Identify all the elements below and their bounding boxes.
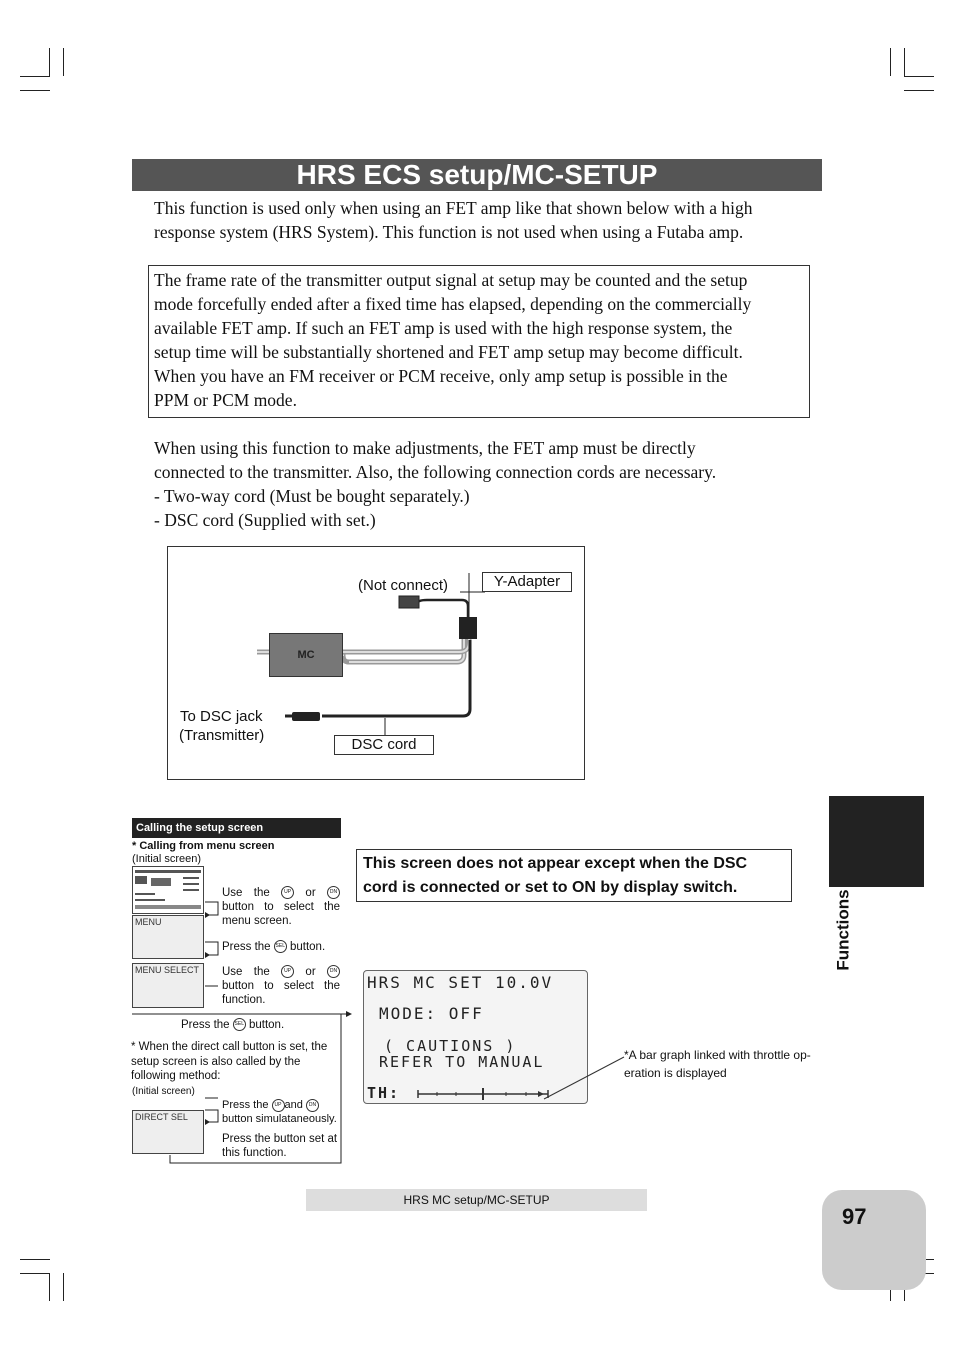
lcd-line-1: HRS MC SET 10.0V — [367, 973, 554, 992]
up-button-icon: UP — [281, 886, 294, 899]
footer-label: HRS MC setup/MC-SETUP — [306, 1189, 647, 1211]
step-4: Press the SEL button. — [181, 1019, 285, 1031]
dsc-jack-label: To DSC jack (Transmitter) — [179, 708, 265, 744]
step-3: Use the UP or DN button to select the function. — [222, 966, 340, 1006]
from-menu-heading: * Calling from menu screen — [132, 840, 275, 852]
lcd-line-4: REFER TO MANUAL — [379, 1053, 545, 1071]
step-2: Press the SEL button. — [222, 941, 326, 953]
menu-screen-thumb: MENU — [132, 915, 204, 959]
initial-screen-label-2: (Initial screen) — [132, 1086, 195, 1097]
dn-button-icon: DN — [306, 1099, 319, 1112]
not-connect-plug — [399, 596, 419, 608]
sel-button-icon: SEL — [233, 1018, 246, 1031]
bar-graph-note: *A bar graph linked with throttle op- eration is displayed — [624, 1048, 811, 1080]
page-number: 97 — [842, 1204, 867, 1229]
mc-unit: MC — [269, 633, 343, 677]
step-5: Press the UP and DN button simulataneously. — [222, 1099, 337, 1125]
dn-button-icon: DN — [327, 886, 340, 899]
initial-screen-label: (Initial screen) — [132, 853, 202, 865]
calling-header: Calling the setup screen — [132, 818, 341, 838]
intro-paragraph: This function is used only when using an FET amp like that shown below with a high response system (HRS System). This function is not used when using a Futaba amp. — [154, 198, 753, 242]
side-tab-block — [829, 796, 924, 887]
warning-box: This screen does not appear except when the DSC cord is connected or set to ON by display switch. — [356, 849, 792, 902]
menu-select-screen-thumb: MENU SELECT — [132, 963, 204, 1008]
y-adapter-plug — [459, 617, 477, 639]
up-button-icon: UP — [281, 965, 294, 978]
sel-button-icon: SEL — [274, 940, 287, 953]
dn-button-icon: DN — [327, 965, 340, 978]
lcd-line-3: ( CAUTIONS ) — [384, 1037, 517, 1055]
lcd-line-5: TH: — [367, 1084, 401, 1102]
dsc-cord-label: DSC cord — [334, 735, 434, 755]
step-6: Press the button set at this function. — [222, 1133, 338, 1159]
direct-call-note: * When the direct call button is set, the setup screen is also called by the following method: — [131, 1041, 328, 1082]
direct-sel-screen-thumb: DIRECT SEL — [132, 1110, 204, 1154]
dsc-jack-plug — [292, 712, 320, 721]
side-tab — [826, 890, 858, 985]
throttle-bar-graph — [416, 1087, 556, 1101]
usage-paragraph: When using this function to make adjustments, the FET amp must be directly connected to the transmitter. Also, the following connection cords are necessary. - Two-way cord (Must be bought separately.) - DSC cord (Supplied with set.) — [154, 438, 717, 530]
step-1: Use the UP or DN button to select the menu screen. — [222, 887, 340, 927]
not-connect-label: (Not connect) — [358, 577, 449, 594]
lcd-line-2: MODE: OFF — [379, 1004, 484, 1023]
up-button-icon: UP — [272, 1099, 285, 1112]
page-title: HRS ECS setup/MC-SETUP — [296, 159, 658, 190]
page-number-tab — [822, 1190, 926, 1290]
y-adapter-label: Y-Adapter — [482, 572, 572, 592]
note-box: The frame rate of the transmitter output signal at setup may be counted and the setup mode forcefully ended after a fixed time has elapsed, depending on the commercially available FET amp. If such an FET amp is used with the high response system, the setup time will be substantially shortened and FET amp setup may become difficult. When you have an FM receiver or PCM receive, only amp setup is possible in the PPM or PCM mode. — [148, 265, 810, 418]
side-tab-label: Functions — [833, 889, 853, 971]
bar-note-pointer — [540, 1055, 630, 1105]
